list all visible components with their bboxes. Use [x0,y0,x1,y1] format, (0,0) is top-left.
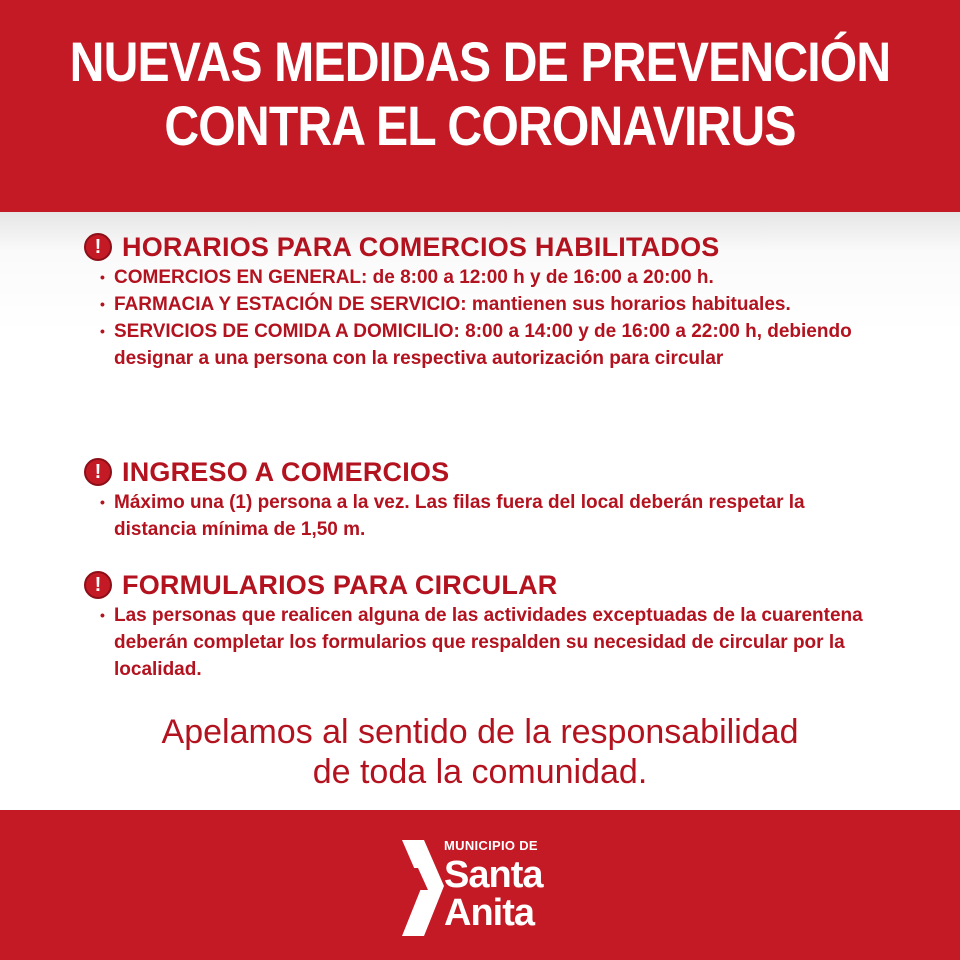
list-item [100,489,890,543]
bullet-dot: • [100,607,105,623]
title-line-2: CONTRA EL CORONAVIRUS [164,94,796,157]
section-heading [84,230,720,264]
closing-message [0,712,960,792]
chevron-s-logo-icon [398,838,448,938]
bullet-dot: • [100,296,105,312]
list-item-text: COMERCIOS EN GENERAL: de 8:00 a 12:00 h y de 16:00 a 20:00 h. [114,267,714,288]
alert-icon: ! [84,571,112,599]
section-heading [84,568,557,602]
closing-line-1: Apelamos al sentido de la responsabilidad [161,713,799,751]
title-line-1: NUEVAS MEDIDAS DE PREVENCIÓN [69,30,891,93]
list-item [100,264,890,291]
municipality-logo [398,838,578,938]
list-item [100,602,890,683]
alert-icon: ! [84,233,112,261]
list-item-text: Máximo una (1) persona a la vez. Las filas fuera del local deberán respetar la distancia mínima de 1,50 m. [114,492,805,540]
bullet-list [100,264,890,372]
logo-name-line-1: Santa [444,854,543,896]
bullet-dot: • [100,269,105,285]
bullet-dot: • [100,323,105,339]
list-item-text: FARMACIA Y ESTACIÓN DE SERVICIO: mantienen sus horarios habituales. [114,294,791,315]
logo-name-line-2: Anita [444,892,534,934]
list-item-text: Las personas que realicen alguna de las actividades exceptuadas de la cuarentena deberán completar los formularios que respalden su necesidad de circular por la localidad. [114,605,863,680]
section-heading [84,455,449,489]
section-title: HORARIOS PARA COMERCIOS HABILITADOS [122,231,720,262]
bullet-list [100,489,890,543]
header-banner [0,0,960,212]
bullet-dot: • [100,494,105,510]
list-item [100,318,890,372]
section-title: FORMULARIOS PARA CIRCULAR [122,569,558,600]
footer-banner [0,810,960,960]
section-title: INGRESO A COMERCIOS [122,456,450,487]
closing-line-2: de toda la comunidad. [312,753,648,791]
list-item-text: SERVICIOS DE COMIDA A DOMICILIO: 8:00 a 14:00 y de 16:00 a 22:00 h, debiendo designar a una persona con la respectiva autorización para circular [114,321,852,369]
alert-icon: ! [84,458,112,486]
bullet-list [100,602,890,683]
logo-caption: MUNICIPIO DE [444,838,538,853]
page-title [67,30,893,158]
list-item [100,291,890,318]
